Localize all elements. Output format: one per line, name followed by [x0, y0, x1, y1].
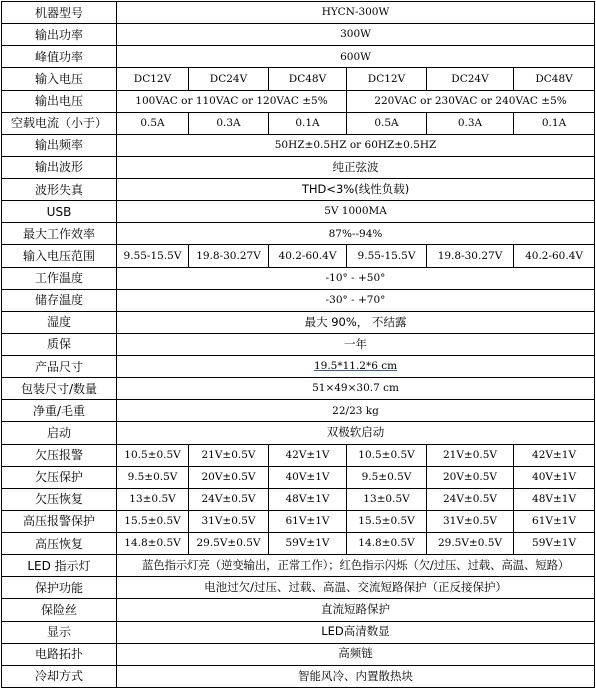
spec-value: -10° - +50° — [117, 267, 595, 289]
spec-row — [2, 90, 595, 112]
spec-value: 51×49×30.7 cm — [117, 378, 595, 400]
spec-value: 21V±0.5V — [189, 444, 269, 466]
spec-value: 9.5±0.5V — [117, 466, 189, 488]
spec-label: 显示 — [2, 621, 117, 643]
spec-label: 空载电流（小于） — [2, 112, 117, 134]
spec-value: 0.3A — [189, 112, 269, 134]
spec-row — [2, 112, 595, 134]
spec-value: 高频链 — [117, 643, 595, 665]
spec-label: 机器型号 — [2, 2, 117, 24]
spec-row — [2, 68, 595, 90]
spec-value: DC12V — [117, 68, 189, 90]
spec-label: 启动 — [2, 422, 117, 444]
spec-value: 29.5V±0.5V — [189, 533, 269, 555]
spec-value: 直流短路保护 — [117, 599, 595, 621]
spec-value: 42V±1V — [269, 444, 347, 466]
spec-label: 输入电压 — [2, 68, 117, 90]
spec-value: 10.5±0.5V — [117, 444, 189, 466]
spec-value: 40.2-60.4V — [269, 245, 347, 267]
spec-row — [2, 510, 595, 532]
spec-value: DC48V — [269, 68, 347, 90]
spec-label: 欠压保护 — [2, 466, 117, 488]
spec-value: 220VAC or 230VAC or 240VAC ±5% — [347, 90, 595, 112]
spec-value: 24V±0.5V — [189, 488, 269, 510]
spec-label: 欠压报警 — [2, 444, 117, 466]
spec-value: 9.55-15.5V — [347, 245, 427, 267]
spec-label: 高压报警保护 — [2, 510, 117, 532]
spec-value: DC12V — [347, 68, 427, 90]
spec-row — [2, 333, 595, 355]
spec-value: 纯正弦波 — [117, 156, 595, 178]
spec-row — [2, 245, 595, 267]
spec-value: 42V±1V — [514, 444, 595, 466]
spec-value: DC24V — [427, 68, 514, 90]
spec-row — [2, 577, 595, 599]
spec-row — [2, 2, 595, 24]
spec-row — [2, 356, 595, 378]
spec-value: 300W — [117, 24, 595, 46]
spec-row — [2, 201, 595, 223]
spec-value: 50HZ±0.5HZ or 60HZ±0.5HZ — [117, 134, 595, 156]
spec-value: 15.5±0.5V — [347, 510, 427, 532]
spec-row — [2, 179, 595, 201]
spec-value: 20V±0.5V — [189, 466, 269, 488]
spec-table-body — [2, 2, 595, 688]
spec-value: 600W — [117, 46, 595, 68]
spec-row — [2, 223, 595, 245]
spec-value: 蓝色指示灯亮（逆变输出，正常工作）；红色指示闪烁（欠/过压、过载、高温、短路） — [117, 555, 595, 577]
spec-value: 0.5A — [117, 112, 189, 134]
spec-value: 48V±1V — [269, 488, 347, 510]
spec-label: 保险丝 — [2, 599, 117, 621]
spec-value: 59V±1V — [514, 533, 595, 555]
spec-label: 波形失真 — [2, 179, 117, 201]
spec-value: 40.2-60.4V — [514, 245, 595, 267]
spec-label: 储存温度 — [2, 289, 117, 311]
spec-value: THD<3%(线性负载) — [117, 179, 595, 201]
spec-row — [2, 422, 595, 444]
spec-value: 20V±0.5V — [427, 466, 514, 488]
spec-value: 14.8±0.5V — [117, 533, 189, 555]
spec-row — [2, 378, 595, 400]
spec-label: 质保 — [2, 333, 117, 355]
spec-value: 15.5±0.5V — [117, 510, 189, 532]
spec-value: 61V±1V — [514, 510, 595, 532]
spec-row — [2, 665, 595, 687]
spec-row — [2, 555, 595, 577]
spec-label: 冷却方式 — [2, 665, 117, 687]
spec-label: 产品尺寸 — [2, 356, 117, 378]
spec-row — [2, 643, 595, 665]
spec-label: 输出功率 — [2, 24, 117, 46]
spec-value: 24V±0.5V — [427, 488, 514, 510]
spec-label: 峰值功率 — [2, 46, 117, 68]
spec-value: 9.55-15.5V — [117, 245, 189, 267]
spec-row — [2, 46, 595, 68]
spec-value: 48V±1V — [514, 488, 595, 510]
spec-value: -30° - +70° — [117, 289, 595, 311]
spec-value: DC48V — [514, 68, 595, 90]
spec-row — [2, 621, 595, 643]
spec-label: 湿度 — [2, 311, 117, 333]
spec-value: 100VAC or 110VAC or 120VAC ±5% — [117, 90, 347, 112]
spec-row — [2, 466, 595, 488]
spec-label: 输入电压范围 — [2, 245, 117, 267]
spec-row — [2, 134, 595, 156]
spec-value: 19.8-30.27V — [427, 245, 514, 267]
spec-value: 31V±0.5V — [427, 510, 514, 532]
spec-value: HYCN-300W — [117, 2, 595, 24]
spec-label: 最大工作效率 — [2, 223, 117, 245]
spec-value: DC24V — [189, 68, 269, 90]
spec-row — [2, 400, 595, 422]
spec-label: 工作温度 — [2, 267, 117, 289]
spec-value: 13±0.5V — [347, 488, 427, 510]
spec-label: 高压恢复 — [2, 533, 117, 555]
spec-label: 输出频率 — [2, 134, 117, 156]
spec-row — [2, 156, 595, 178]
spec-value: 0.3A — [427, 112, 514, 134]
spec-label: 电路拓扑 — [2, 643, 117, 665]
spec-label: 输出波形 — [2, 156, 117, 178]
spec-label: 包装尺寸/数量 — [2, 378, 117, 400]
spec-value: 智能风冷、内置散热块 — [117, 665, 595, 687]
spec-label: LED 指示灯 — [2, 555, 117, 577]
spec-value: 0.1A — [514, 112, 595, 134]
spec-value: 9.5±0.5V — [347, 466, 427, 488]
spec-value: 40V±1V — [269, 466, 347, 488]
spec-value: 19.5*11.2*6 cm — [117, 356, 595, 378]
spec-value: 最大 90%， 不结露 — [117, 311, 595, 333]
spec-value: 14.8±0.5V — [347, 533, 427, 555]
spec-value: 87%--94% — [117, 223, 595, 245]
spec-label: 保护功能 — [2, 577, 117, 599]
spec-label: USB — [2, 201, 117, 223]
spec-value: 40V±1V — [514, 466, 595, 488]
spec-row — [2, 24, 595, 46]
spec-value: 61V±1V — [269, 510, 347, 532]
spec-row — [2, 311, 595, 333]
spec-value: 10.5±0.5V — [347, 444, 427, 466]
spec-label: 欠压恢复 — [2, 488, 117, 510]
spec-label: 净重/毛重 — [2, 400, 117, 422]
spec-row — [2, 488, 595, 510]
spec-row — [2, 444, 595, 466]
spec-value: 19.8-30.27V — [189, 245, 269, 267]
spec-value: 21V±0.5V — [427, 444, 514, 466]
spec-value: 0.5A — [347, 112, 427, 134]
spec-value: 双极软启动 — [117, 422, 595, 444]
spec-value: 一年 — [117, 333, 595, 355]
spec-row — [2, 289, 595, 311]
spec-value: 0.1A — [269, 112, 347, 134]
spec-value: 22/23 kg — [117, 400, 595, 422]
spec-row — [2, 599, 595, 621]
spec-row — [2, 267, 595, 289]
spec-label: 输出电压 — [2, 90, 117, 112]
spec-value: 电池过欠/过压、过载、高温、交流短路保护（正反接保护） — [117, 577, 595, 599]
spec-row — [2, 533, 595, 555]
spec-value: 31V±0.5V — [189, 510, 269, 532]
spec-value: 29.5V±0.5V — [427, 533, 514, 555]
spec-value: LED高清数显 — [117, 621, 595, 643]
spec-value: 13±0.5V — [117, 488, 189, 510]
spec-value: 59V±1V — [269, 533, 347, 555]
spec-table — [1, 1, 595, 688]
spec-value: 5V 1000MA — [117, 201, 595, 223]
